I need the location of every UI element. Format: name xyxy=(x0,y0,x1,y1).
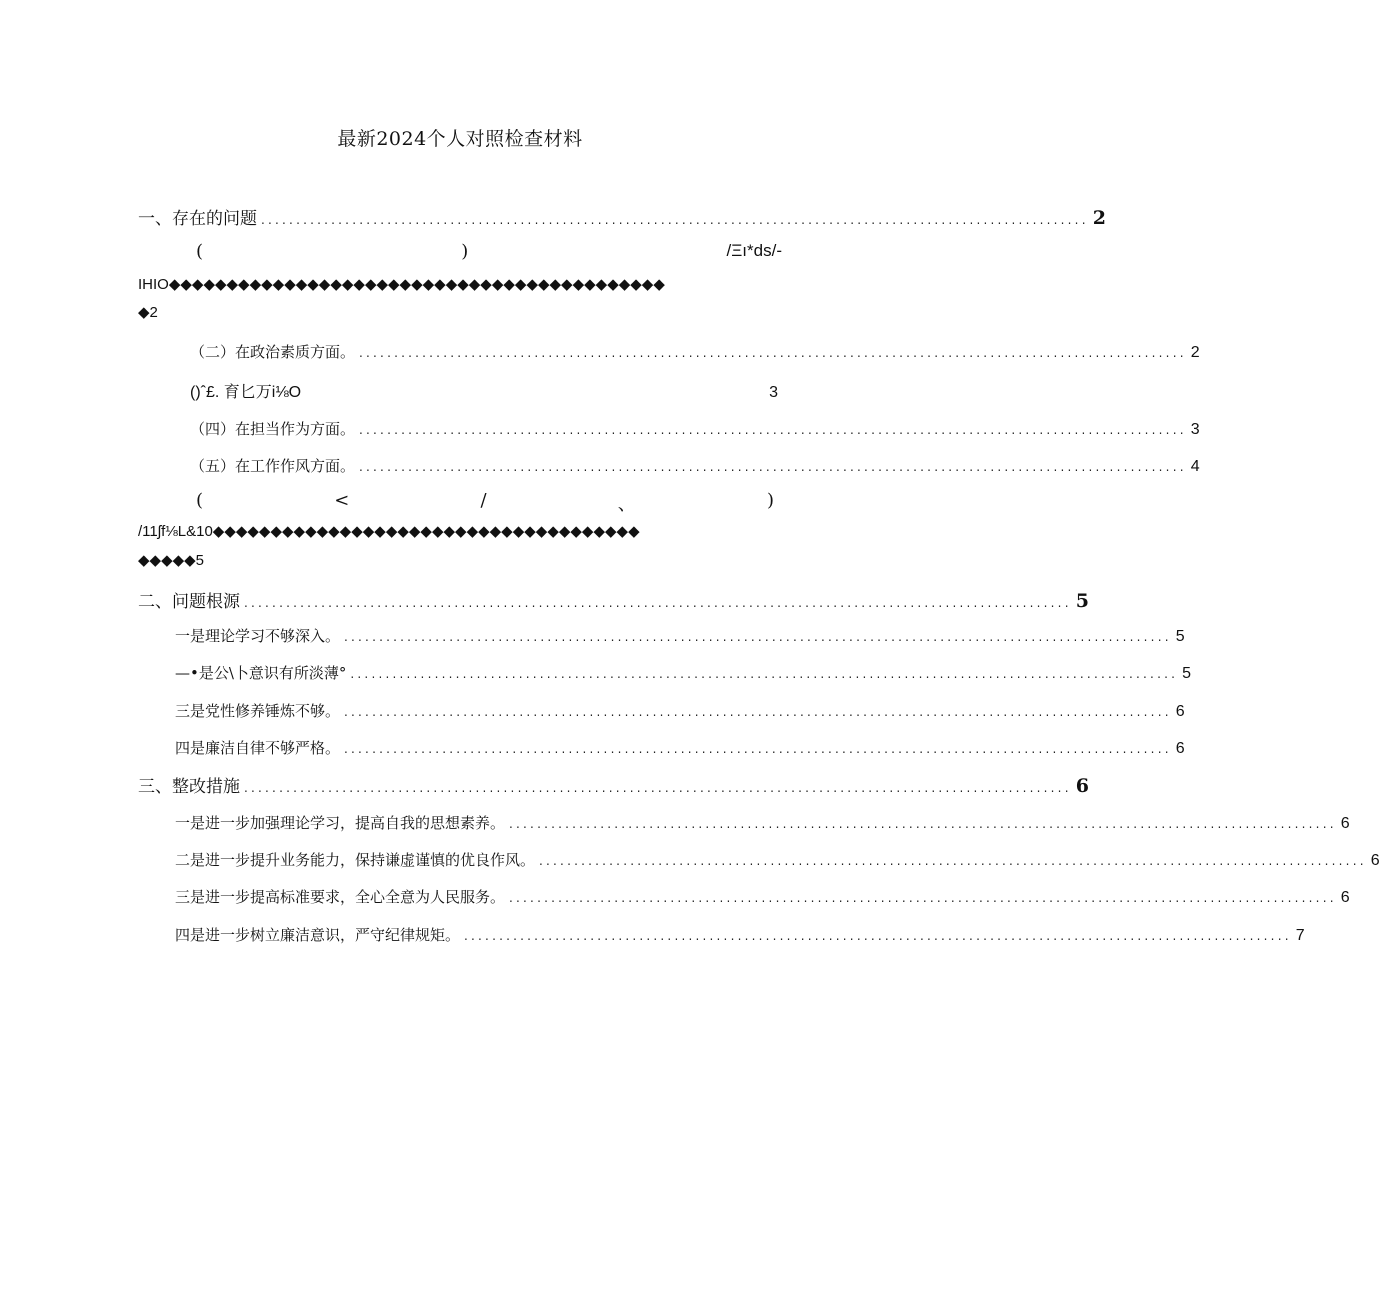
toc-leader-dots: ...................................................................................................................... xyxy=(539,854,1367,868)
garbled-mark: ) xyxy=(766,490,774,511)
toc-entry-label: （五）在工作作风方面。 xyxy=(190,457,356,475)
toc-entry-label: 二、问题根源 xyxy=(138,592,240,612)
toc-page-number: 5 xyxy=(1175,628,1185,645)
garbled-mark: ( xyxy=(196,490,204,511)
garbled-line-page: ◆2 xyxy=(138,304,158,321)
toc-entry-label: 三、整改措施 xyxy=(138,777,240,797)
toc-entry-label: 三是进一步提高标准要求，全心全意为人民服务。 xyxy=(175,888,506,906)
toc-entry-label: 四是进一步树立廉洁意识，严守纪律规矩。 xyxy=(175,926,461,944)
toc-leader-dots: ...................................................................................................................... xyxy=(344,705,1172,719)
toc-page-number: 5 xyxy=(1182,665,1192,682)
toc-page-number: 4 xyxy=(1190,458,1200,475)
toc-entry-political-quality[interactable] xyxy=(190,341,1200,362)
toc-leader-dots: ...................................................................................................................... xyxy=(244,596,1072,610)
toc-leader-dots: ...................................................................................................................... xyxy=(359,423,1187,437)
garbled-tail: /Ξı*ds/- xyxy=(726,241,782,260)
toc-page-number: 6 xyxy=(1075,775,1089,797)
toc-leader-dots: ...................................................................................................................... xyxy=(464,929,1292,943)
garbled-mark: / xyxy=(480,490,487,511)
toc-entry-measure-4[interactable] xyxy=(175,924,1305,945)
garbled-mark: 、 xyxy=(617,494,636,515)
toc-page-number: 2 xyxy=(1092,207,1106,229)
toc-page-number: 6 xyxy=(1175,703,1185,720)
toc-entry-party-spirit[interactable] xyxy=(175,700,1185,721)
toc-page-number: 7 xyxy=(1295,927,1305,944)
toc-entry-measure-1[interactable] xyxy=(175,812,1350,833)
toc-leader-dots: ...................................................................................................................... xyxy=(344,630,1172,644)
toc-entry-responsibility[interactable] xyxy=(190,418,1200,439)
toc-page-number: 6 xyxy=(1340,815,1350,832)
garbled-line-page: ◆◆◆◆◆5 xyxy=(138,552,205,569)
toc-entry-measure-2[interactable] xyxy=(175,849,1380,870)
toc-entry-section-2[interactable] xyxy=(138,587,1089,612)
document-title: 最新2024个人对照检查材料 xyxy=(337,128,583,150)
toc-entry-label: 一、存在的问题 xyxy=(138,209,257,229)
toc-entry-label: 三是党性修养锤炼不够。 xyxy=(175,702,341,720)
toc-entry-label: 一是进一步加强理论学习，提高自我的思想素养。 xyxy=(175,814,506,832)
toc-page-number: 6 xyxy=(1370,852,1380,869)
garbled-line: IHIO◆◆◆◆◆◆◆◆◆◆◆◆◆◆◆◆◆◆◆◆◆◆◆◆◆◆◆◆◆◆◆◆◆◆◆◆◆◆◆◆◆◆◆ xyxy=(138,276,665,293)
toc-leader-dots: ...................................................................................................................... xyxy=(359,346,1187,360)
toc-entry-garbled-3[interactable] xyxy=(196,490,774,516)
garbled-mark: < xyxy=(334,490,350,511)
toc-entry-label: （二）在政治素质方面。 xyxy=(190,343,356,361)
toc-page-number: 6 xyxy=(1175,740,1185,757)
garbled-paren-close: ) xyxy=(461,241,469,262)
toc-entry-label: 一是理论学习不够深入。 xyxy=(175,627,341,645)
toc-entry-theory-study[interactable] xyxy=(175,625,1185,646)
toc-entry-garbled-1[interactable] xyxy=(196,241,782,262)
toc-page-number: 6 xyxy=(1340,889,1350,906)
toc-entry-label: 二是进一步提升业务能力，保持谦虚谨慎的优良作风。 xyxy=(175,851,536,869)
toc-entry-section-3[interactable] xyxy=(138,772,1089,797)
toc-leader-dots: ...................................................................................................................... xyxy=(509,891,1337,905)
toc-leader-dots: ...................................................................................................................... xyxy=(359,460,1187,474)
toc-page-number: 3 xyxy=(1190,421,1200,438)
toc-page-number: 2 xyxy=(1190,344,1200,361)
toc-entry-garbled-2[interactable] xyxy=(190,379,778,402)
toc-leader-dots: ...................................................................................................................... xyxy=(344,742,1172,756)
toc-entry-measure-3[interactable] xyxy=(175,886,1350,907)
toc-page-number: 3 xyxy=(769,384,778,401)
toc-page-number: 5 xyxy=(1075,590,1089,612)
toc-entry-awareness[interactable] xyxy=(175,662,1192,683)
toc-entry-label: （四）在担当作为方面。 xyxy=(190,420,356,438)
toc-entry-label: ()ˆ£. 育匕万i⅛O xyxy=(190,384,302,401)
toc-entry-work-style[interactable] xyxy=(190,455,1200,476)
garbled-line: /11ʃf⅛L&10◆◆◆◆◆◆◆◆◆◆◆◆◆◆◆◆◆◆◆◆◆◆◆◆◆◆◆◆◆◆◆◆◆◆◆◆◆ xyxy=(138,523,640,540)
toc-leader-dots: ...................................................................................................................... xyxy=(509,817,1337,831)
toc-entry-section-1[interactable] xyxy=(138,204,1106,229)
toc-entry-integrity[interactable] xyxy=(175,737,1185,758)
toc-entry-label: —•是公\卜意识有所淡薄° xyxy=(175,664,347,682)
toc-leader-dots: ...................................................................................................................... xyxy=(350,667,1179,681)
toc-entry-label: 四是廉洁自律不够严格。 xyxy=(175,739,341,757)
garbled-paren-open: ( xyxy=(196,241,204,262)
toc-leader-dots: ...................................................................................................................... xyxy=(261,213,1089,227)
toc-leader-dots: ...................................................................................................................... xyxy=(244,781,1072,795)
